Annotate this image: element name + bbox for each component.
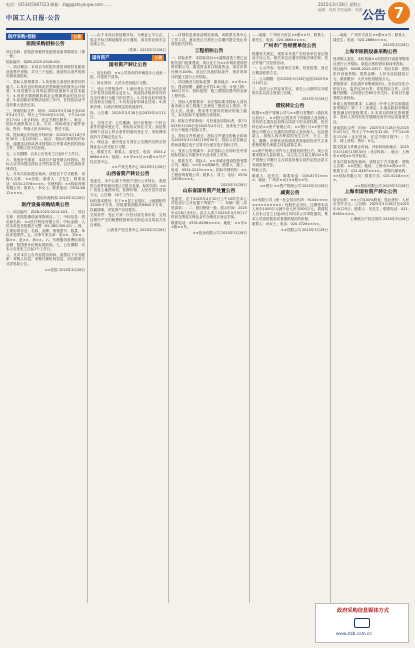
column-divider: [87, 33, 88, 603]
notice-paragraph: 二、投标人资格要求：1.具有独立承担民事责任的能力；2.具有良好的商业信誉和健全的财务会计制度；3.具有履行合同所必需的设备和专业技术能力；4.有依法缴纳税收和社会保障资金的良好记录；5.参加政府采购活动前三年内，在经营活动中没有重大违法记录。: [6, 80, 85, 108]
notice-paragraph: ××资产管理公司作为上述债权的受让方，现公告要求债务人及担保人，从公告之日起立即向××资产管理公司履行主合同及担保合同约定的还款义务或担保责任。: [252, 148, 328, 167]
notice-signature: 招标代理机构 2025年3月28日: [36, 196, 85, 201]
section-banner: [6, 33, 85, 40]
notice-paragraph: 六、保证金：意向受让方须在公告期内交纳交易保证金人民币伍万元整。: [90, 140, 166, 149]
notice-heading: 广州市广告经营单位公告: [263, 44, 317, 50]
section-banner: [90, 54, 166, 61]
notice-paragraph: ……地址：广州市天河区××路××号；联系人：钱先生；电话：020-2886××××。: [333, 33, 409, 42]
newspaper-logo: 中国工人日报·公告: [6, 15, 61, 22]
notice-paragraph: 根据××资产管理公司与××银行签署的《债权转让协议》，××银行已将其对下列借款人及担保人享有的主债权及担保合同项下的全部权利，依法转让给××资产管理公司。××银行与××资产管理公司联合公告通知各借款人及担保人，以及借款人、担保人因各种原因发生合并、分立、更名、撤销、吊销营业执照或者其他原因丧失主体资格的相关承债主体及清算主体。: [252, 111, 328, 148]
footer-advert[interactable]: [315, 603, 409, 643]
column-4: [252, 33, 328, 603]
notice-paragraph: 转让标的：××公司100%股权；转让底价：人民币叁仟万元；公告期：2025年3月28日至2025年4月25日；联系人：吴先生；联系电话：021-6265××××。: [333, 197, 409, 216]
notice-signature: ××银行 ××资产管理公司 2025年3月28日: [259, 184, 328, 189]
notice-heading: 上海市国有资产转让公告: [344, 190, 398, 196]
notice-signature: ××医院 2025年3月28日: [44, 267, 85, 272]
notice-paragraph: 七、对本次招标提出询问，请按以下方式联系：采购人名称：××医院；联系人：王先生；联系电话：0534-2376××××。代理机构：××招标咨询有限公司；联系人：李女士；联系电话：0534-8812××××。: [6, 172, 85, 195]
notice-paragraph: 提交投标文件截止时间、开标时间和地点：2025年4月18日13时30分（北京时间）；地点：上海市××路××号开标室。: [333, 144, 409, 159]
notice-heading: 国有资产转让公告: [108, 63, 148, 69]
column-divider: [249, 33, 250, 603]
notice-heading: 山西省资产转让公告: [106, 171, 150, 177]
notice-paragraph: 项目名称：医院医用耗材及配套设备采购项目（第一批）: [6, 49, 85, 59]
column-3: [171, 33, 247, 603]
notice-signature: （签章）2025年3月28日: [125, 47, 166, 52]
advert-title: 政府采购信息媒体方式: [337, 608, 389, 614]
notice-paragraph: 六、其他补充事宜：本项目不接受联合体投标。投标人应对所提交投标文件的真实性、合法性承担法律责任。: [6, 157, 85, 171]
notice-paragraph: 五、交易方式：公告期满，如只征集到一个符合条件的意向受让方，采取协议转让方式；如征集到两个及以上符合条件的意向受让方，采取网络竞价方式确定受让方。: [90, 120, 166, 139]
notice-paragraph: 五、投标文件的递交：投标文件递交的截止时间为2025年4月18日10时00分，投标人应在截止时间前通过电子交易平台递交电子投标文件。: [171, 133, 247, 147]
notice-paragraph: 申请人的资格要求：1.满足《中华人民共和国政府采购法》第二十二条规定；2.落实政府采购政策需满足的资格要求；3.本项目的特定资格要求：投标人须具有医疗器械经营许可证或备案凭证。: [333, 101, 409, 124]
notice-signature: ××有限公司 2025年3月28日: [280, 227, 328, 232]
section-banner-title: 国有资产: [92, 55, 110, 61]
notice-paragraph: 一、转让标的：××公司持有的车辆及办公设备一批，详见资产清单。: [90, 70, 166, 80]
notice-paragraph: 八、凡对本次公告内容提出询问，请按以下方式联系：采购人信息、采购代理机构信息、项目联系方式详见原公告。: [6, 252, 85, 266]
column-5: [333, 33, 409, 603]
header-rule: [6, 28, 409, 30]
page-section-title: 公告: [362, 8, 387, 22]
notice-paragraph: 一、招标条件：本招标项目××道路改造工程已由相关部门批准建设，项目业主为××市城市建设投资有限公司，建设资金来自财政资金，项目出资比例为100%。项目已具备招标条件，现对该项目的施工进行公开招标。: [171, 56, 247, 79]
notice-paragraph: 特此公告。: [252, 168, 270, 173]
notice-heading: 上海市医院设备采购公告: [344, 49, 398, 55]
notice-signature: 2025年3月28日: [301, 97, 328, 102]
notice-paragraph: 受委托，定于2025年4月10日上午10时在本公司拍卖厅公开处置下列资产：一、车辆一批（详见清单）；二、废旧物资一批。展示时间：2025年4月8日至9日。竞买人须于2025年4月9日17时前交纳竞买保证金并办理竞买登记手续。: [171, 196, 247, 220]
editor-line: 编辑：郭燕 责任编辑：郭燕: [318, 8, 363, 12]
notice-paragraph: 采购需求：彩色超声诊断系统2台、全自动生化分析仪1台、监护仪20台等，详见招标文件。合同履行期限：合同签订后60日内交付。本项目不接受联合体投标。: [333, 82, 409, 101]
notice-paragraph: 交易条件：受让方须一次性付清交易价款；交易过程中产生的税费按国家有关规定由交易双方各自承担。: [90, 213, 166, 227]
column-1: [6, 33, 85, 603]
notice-paragraph: 一、公示内容：经营单位名称、经营范围、登记日期及联系方式。: [252, 66, 328, 76]
notice-paragraph: 根据有关规定，现将本年度广告经营单位登记情况予以公告，相关单位应遵守国家法律法规，依法开展广告经营活动。: [252, 51, 328, 65]
notice-paragraph: 受委托，本中心就下列资产进行公开转让，欢迎符合条件的意向受让方报名参加。标的名称：××厂房及土地使用权；挂牌价格：人民币壹仟贰佰万元；公告期：20个工作日。: [90, 179, 166, 198]
notice-signature: 2025年3月28日: [220, 182, 247, 187]
notice-paragraph: 七、联系方式：联系人：周先生；电话：0534-2668××××；地址：××市××区××路××号产权交易中心。: [90, 150, 166, 164]
notice-paragraph: 二、公示期限：自2025年3月28日起至2025年4月10日止。: [252, 76, 328, 86]
notice-paragraph: 三、获取招标文件：时间：2025年3月28日至2025年4月3日，每天上午9:00至11:30，下午14:00至17:00（北京时间，法定节假日除外）。地点：招标代理机构办公室。方式：现场或电子邮件获取。售价：每套人民币500元，售后不退。: [6, 108, 85, 131]
notice-paragraph: 对本次招标提出询问，请按以下方式联系：采购人名称：××医院；地址：上海市××路××号；联系方式：021-6487××××。采购代理机构：××招标有限公司；联系方式：021-5218××××。: [333, 159, 409, 183]
notice-heading: 医院采购招标公告: [26, 42, 65, 47]
notice-signature: ××产权交易中心 2025年3月28日: [111, 165, 166, 170]
notice-heading: 山东省国有资产处置公告: [182, 189, 236, 195]
notice-paragraph: 三、受让方资格条件：1.意向受让方应为依法设立并有效存续的企业法人、其他经济组织或具有完全民事行为能力的自然人；2.具有良好的财务状况和支付能力；3.具有良好的商业信用；4.国家法律、行政法规规定的其他条件。: [90, 86, 166, 110]
notice-paragraph: ……详细信息请登录网站查询，或联系交易中心工作人员。意向受让方需在公告期内提交受让申请及相关材料。: [171, 33, 247, 47]
notice-paragraph: 项目编号：SHZB-2025-0327；项目名称：医院医疗设备采购；预算金额：人民币伍佰陆拾万元；最高限价：人民币伍佰陆拾万元。: [333, 67, 409, 81]
notice-signature: 2025年3月28日: [382, 43, 409, 48]
notice-paragraph: 获取招标文件：时间：2025年3月28日至2025年4月3日，每天上午9:00至12:00，下午13:00至17:00（北京时间，法定节假日除外）；方式：网上获取；售价：0元。: [333, 125, 409, 144]
page-number-badge: 7: [388, 2, 410, 24]
notice-paragraph: 联系人：孙女士；电话：020-3726××××。: [252, 222, 323, 227]
notice-paragraph: ……地址：广州市天河区××路××号；联系人：黄先生；电话：020-3865××××。: [252, 33, 328, 42]
bottom-text-band: [6, 603, 311, 643]
section-tag: 公告: [154, 54, 162, 60]
notice-paragraph: 七、联系方式：招标人：××市城市建设投资有限公司；地址：××市××路88号；联系人：陈工；电话：0534-2210××××。招标代理机构：××工程咨询有限公司；联系人：刘工；电话：0534-2678××××。: [171, 158, 247, 182]
notice-paragraph: 联系人：赵先生；联系电话：020-8731××××；地址：广州市××区××路××号。: [252, 173, 328, 183]
notice-heading: 减资公告: [280, 190, 300, 196]
notice-heading: 工程招标公告: [194, 48, 224, 54]
notice-paragraph: 三、如对公示内容有异议，请在公示期内以书面形式实名向主管部门反映。: [252, 86, 328, 96]
notice-paragraph: 五、公告期限：自本公告发布之日起5个工作日。: [6, 151, 82, 156]
notice-paragraph: 受采购人委托，本机构就××医院医疗设备采购项目进行公开招标，欢迎合格的供应商前来投标。: [333, 57, 409, 66]
notice-paragraph: 四、招标文件的获取：凡有意参加投标者，请于2025年3月28日至2025年4月2日，登录电子交易平台下载电子招标文件。: [171, 119, 247, 133]
notice-signature: 山西省产权交易中心 2025年3月28日: [107, 228, 166, 233]
notice-paragraph: 六、发布公告的媒介：本次招标公告同时在中国招标投标公共服务平台及本报上发布。: [171, 148, 247, 158]
section-tag: 公告: [73, 33, 81, 39]
notice-paragraph: 四、投标截止时间及开标时间：2025年4月18日9时30分（北京时间）。地点：招标代理机构开标室。逾期送达的或者未按招标文件要求密封的投标文件，采购人将予以拒收。: [6, 132, 85, 151]
notice-signature: ××拍卖有限公司 2025年3月28日: [192, 230, 247, 235]
notice-paragraph: 四、公告期：2025年3月28日至2025年4月11日。: [90, 110, 166, 120]
notice-paragraph: 标的基本情况：位于××县工业园区，土地面积约12000平方米，房屋建筑面积约6800平方米，权属清晰，详见资产评估报告。: [90, 198, 166, 212]
column-divider: [330, 33, 331, 603]
column-divider: [168, 33, 169, 603]
notice-paragraph: ××有限公司（统一社会信用代码：9144××××××××××××××）经股东会决议，注册资本由人民币1000万元减少至人民币500万元。请债权人自本公告之日起45日内向本公司申报债权，要求公司清偿债务或者提供相应的担保。: [252, 198, 328, 221]
column-2: [90, 33, 166, 603]
screen-icon: [354, 618, 370, 628]
notice-heading: 债权转让公告: [275, 103, 305, 109]
page-header: [0, 0, 415, 30]
notice-paragraph: 三、投标人资格要求：本次招标要求投标人须具备市政公用工程施工总承包三级及以上资质，并在人员、设备、资金等方面具有相应的施工能力。本次招标不接受联合体投标。: [171, 99, 247, 118]
notice-paragraph: ……由于本项目需延期开标，为保证公平公正，原定开标日期延期至另行通知，请各供应商关注后续公告。: [90, 33, 166, 47]
notice-paragraph: 二、转让底价：人民币叁拾陆万元整。: [90, 81, 150, 86]
notice-paragraph: 招标编号：ZJZB-2025-0328-001: [6, 59, 61, 64]
notice-paragraph: 一、项目编号：ZJZB-2025-0214-003。二、项目名称：医院影像设备采购项目。三、中标信息：供应商名称：××医疗科技有限公司；中标金额：人民币贰佰叁拾捌万元整（¥2,380,000.00）。四、主要标的信息：名称、品牌、规格型号、数量、单价详见附件。五、评审专家名单：张××、刘××、陈××、赵××、孙××。六、代理服务收费标准及金额：按国家计价格标准收取。七、公告期限：自本公告发布之日起1个工作日。: [6, 210, 85, 252]
issue-date: 2025年3月28日 星期五: [318, 2, 362, 7]
notice-signature: ××招标有限公司 2025年3月28日: [354, 183, 409, 188]
section-banner-title: 医疗采购·招标: [8, 34, 37, 40]
notice-signature: 上海联合产权交易所 2025年3月28日: [350, 217, 409, 222]
advert-url[interactable]: www.zlzb.com.cn: [336, 631, 373, 636]
header-contact-line: 电话：(0534)5087523 邮箱：zlgg@zhiyouyw.com ……: [6, 2, 113, 7]
notice-paragraph: 一、项目概况：本项目为医院年度医用耗材及配套设备集中采购，共分三个包组，欢迎符合条件的供应商参加投标。: [6, 65, 85, 79]
notice-heading: 医疗设备采购结果公告: [21, 202, 70, 208]
notice-paragraph: 联系电话：0531-8296××××；地址：××市××路××号。: [171, 220, 247, 230]
notice-paragraph: 二、项目概况与招标范围：建设地点：××市××区；建设规模：道路全长约2.6公里；计划工期：180日历天；招标范围：施工图纸范围内的全部工程内容。: [171, 80, 247, 99]
